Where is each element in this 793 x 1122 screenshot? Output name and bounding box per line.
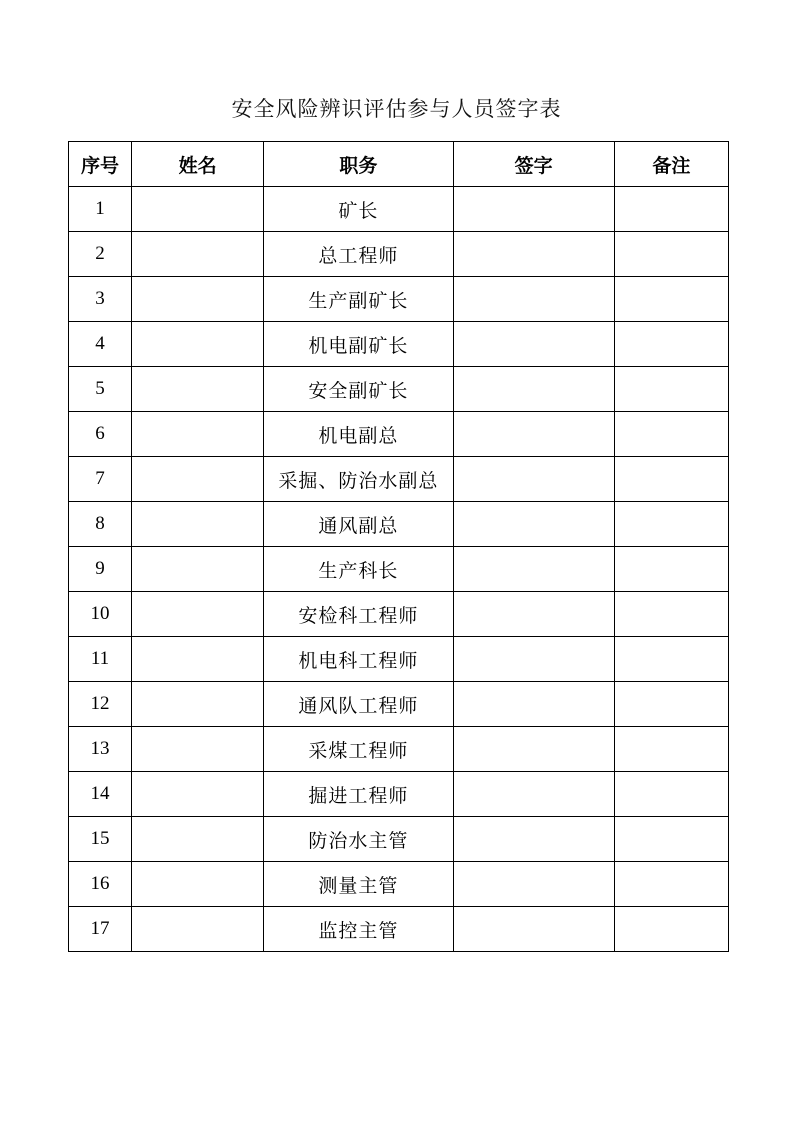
signature-cell[interactable] xyxy=(453,637,614,682)
table-header-row xyxy=(69,142,729,187)
row-seq-cell: 2 xyxy=(69,232,132,277)
row-seq-cell: 4 xyxy=(69,322,132,367)
name-cell[interactable] xyxy=(132,547,264,592)
name-cell[interactable] xyxy=(132,187,264,232)
note-cell[interactable] xyxy=(614,907,728,952)
role-cell: 总工程师 xyxy=(264,232,453,277)
note-cell[interactable] xyxy=(614,547,728,592)
table-row xyxy=(69,862,729,907)
name-cell[interactable] xyxy=(132,682,264,727)
signature-cell[interactable] xyxy=(453,457,614,502)
row-seq-cell: 9 xyxy=(69,547,132,592)
note-cell[interactable] xyxy=(614,322,728,367)
note-cell[interactable] xyxy=(614,367,728,412)
page-title: 安全风险辨识评估参与人员签字表 xyxy=(231,97,562,121)
name-cell[interactable] xyxy=(132,907,264,952)
table-body xyxy=(69,187,729,952)
row-seq-cell: 8 xyxy=(69,502,132,547)
signature-cell[interactable] xyxy=(453,232,614,277)
name-cell[interactable] xyxy=(132,322,264,367)
signature-cell[interactable] xyxy=(453,772,614,817)
role-cell: 机电副总 xyxy=(264,412,453,457)
note-cell[interactable] xyxy=(614,817,728,862)
note-cell[interactable] xyxy=(614,772,728,817)
row-seq-cell: 5 xyxy=(69,367,132,412)
name-cell[interactable] xyxy=(132,412,264,457)
table-row xyxy=(69,547,729,592)
name-cell[interactable] xyxy=(132,232,264,277)
role-cell: 生产副矿长 xyxy=(264,277,453,322)
signature-cell[interactable] xyxy=(453,187,614,232)
signature-cell[interactable] xyxy=(453,502,614,547)
table-row xyxy=(69,232,729,277)
signature-cell[interactable] xyxy=(453,862,614,907)
role-cell: 采煤工程师 xyxy=(264,727,453,772)
table-row xyxy=(69,412,729,457)
role-cell: 防治水主管 xyxy=(264,817,453,862)
role-cell: 矿长 xyxy=(264,187,453,232)
role-cell: 掘进工程师 xyxy=(264,772,453,817)
signature-cell[interactable] xyxy=(453,277,614,322)
name-cell[interactable] xyxy=(132,502,264,547)
name-cell[interactable] xyxy=(132,592,264,637)
signature-cell[interactable] xyxy=(453,727,614,772)
signature-cell[interactable] xyxy=(453,367,614,412)
signature-table xyxy=(68,141,729,952)
name-cell[interactable] xyxy=(132,637,264,682)
role-cell: 监控主管 xyxy=(264,907,453,952)
note-cell[interactable] xyxy=(614,412,728,457)
note-cell[interactable] xyxy=(614,457,728,502)
name-cell[interactable] xyxy=(132,367,264,412)
table-row xyxy=(69,727,729,772)
signature-cell[interactable] xyxy=(453,322,614,367)
table-row xyxy=(69,817,729,862)
signature-cell[interactable] xyxy=(453,682,614,727)
name-cell[interactable] xyxy=(132,457,264,502)
row-seq-cell: 3 xyxy=(69,277,132,322)
role-cell: 测量主管 xyxy=(264,862,453,907)
note-cell[interactable] xyxy=(614,637,728,682)
note-cell[interactable] xyxy=(614,502,728,547)
note-cell[interactable] xyxy=(614,727,728,772)
role-cell: 生产科长 xyxy=(264,547,453,592)
row-seq-cell: 17 xyxy=(69,907,132,952)
table-row xyxy=(69,502,729,547)
name-cell[interactable] xyxy=(132,277,264,322)
role-cell: 通风队工程师 xyxy=(264,682,453,727)
signature-cell[interactable] xyxy=(453,907,614,952)
row-seq-cell: 1 xyxy=(69,187,132,232)
note-cell[interactable] xyxy=(614,862,728,907)
role-cell: 安全副矿长 xyxy=(264,367,453,412)
signature-cell[interactable] xyxy=(453,412,614,457)
role-cell: 通风副总 xyxy=(264,502,453,547)
role-cell: 机电科工程师 xyxy=(264,637,453,682)
row-seq-cell: 11 xyxy=(69,637,132,682)
row-seq-cell: 7 xyxy=(69,457,132,502)
row-seq-cell: 14 xyxy=(69,772,132,817)
row-seq-cell: 13 xyxy=(69,727,132,772)
table-row xyxy=(69,367,729,412)
row-seq-cell: 16 xyxy=(69,862,132,907)
row-seq-cell: 15 xyxy=(69,817,132,862)
note-cell[interactable] xyxy=(614,682,728,727)
header-name: 姓名 xyxy=(132,142,264,187)
role-cell: 安检科工程师 xyxy=(264,592,453,637)
table-row xyxy=(69,592,729,637)
name-cell[interactable] xyxy=(132,862,264,907)
table-row xyxy=(69,322,729,367)
signature-cell[interactable] xyxy=(453,592,614,637)
table-row xyxy=(69,277,729,322)
header-seq: 序号 xyxy=(69,142,132,187)
header-role: 职务 xyxy=(264,142,453,187)
role-cell: 机电副矿长 xyxy=(264,322,453,367)
note-cell[interactable] xyxy=(614,277,728,322)
note-cell[interactable] xyxy=(614,232,728,277)
name-cell[interactable] xyxy=(132,817,264,862)
signature-cell[interactable] xyxy=(453,547,614,592)
table-row xyxy=(69,187,729,232)
row-seq-cell: 12 xyxy=(69,682,132,727)
table-row xyxy=(69,457,729,502)
name-cell[interactable] xyxy=(132,772,264,817)
row-seq-cell: 6 xyxy=(69,412,132,457)
row-seq-cell: 10 xyxy=(69,592,132,637)
header-sign: 签字 xyxy=(453,142,614,187)
table-row xyxy=(69,682,729,727)
name-cell[interactable] xyxy=(132,727,264,772)
note-cell[interactable] xyxy=(614,187,728,232)
table-row xyxy=(69,907,729,952)
signature-cell[interactable] xyxy=(453,817,614,862)
header-note: 备注 xyxy=(614,142,728,187)
note-cell[interactable] xyxy=(614,592,728,637)
role-cell: 采掘、防治水副总 xyxy=(264,457,453,502)
table-row xyxy=(69,637,729,682)
table-row xyxy=(69,772,729,817)
